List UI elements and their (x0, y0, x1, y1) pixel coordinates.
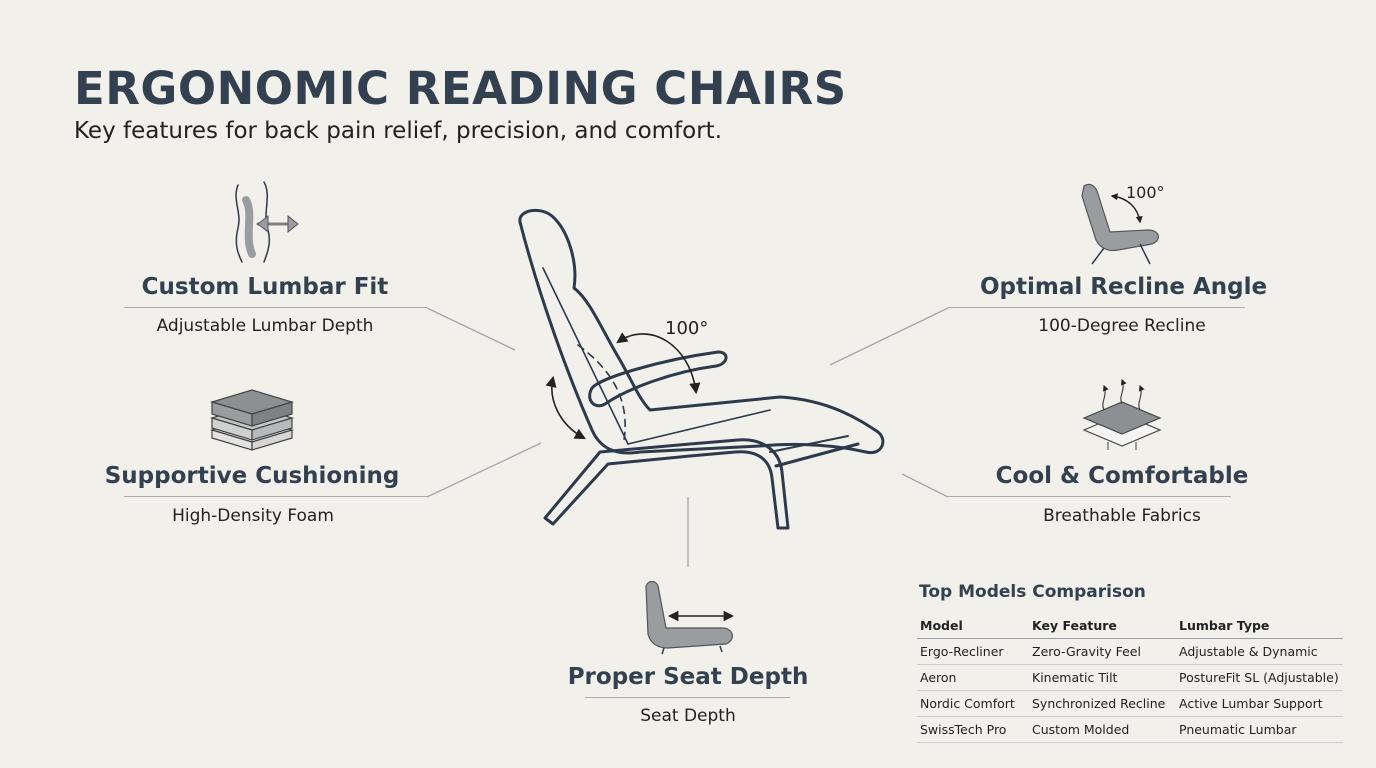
page-subtitle: Key features for back pain relief, precision, and comfort. (74, 118, 723, 144)
connector-lumbar (427, 308, 515, 350)
feature-cool-title: Cool & Comfortable (995, 463, 1249, 489)
center-recline-label: 100° (665, 318, 709, 339)
comparison-title: Top Models Comparison (919, 582, 1146, 602)
table-cell: Custom Molded (1029, 717, 1176, 743)
table-cell: Ergo-Recliner (917, 639, 1029, 665)
column-header: Key Feature (1029, 613, 1176, 639)
feature-recline-title: Optimal Recline Angle (980, 274, 1268, 300)
table-cell: Adjustable & Dynamic (1176, 639, 1343, 665)
table-row (917, 691, 1343, 717)
table-cell: Nordic Comfort (917, 691, 1029, 717)
table-cell: PostureFit SL (Adjustable) (1176, 665, 1343, 691)
feature-seat-rule (585, 697, 790, 698)
table-row (917, 665, 1343, 691)
chair-armrest (590, 352, 726, 406)
column-header: Model (917, 613, 1029, 639)
connector-cushion (427, 443, 541, 497)
feature-seat-title: Proper Seat Depth (567, 664, 809, 690)
recline-icon-angle-label: 100° (1126, 183, 1165, 202)
table-row (917, 639, 1343, 665)
feature-recline-rule (948, 307, 1245, 308)
lumbar-adjust-arrow (552, 378, 584, 438)
feature-lumbar-subtitle: Adjustable Lumbar Depth (156, 316, 374, 336)
table-row (917, 717, 1343, 743)
feature-cool-subtitle: Breathable Fabrics (1043, 506, 1201, 526)
comparison-header-row (917, 613, 1343, 639)
table-cell: Aeron (917, 665, 1029, 691)
table-cell: Zero-Gravity Feel (1029, 639, 1176, 665)
feature-recline-subtitle: 100-Degree Recline (1038, 316, 1206, 336)
table-cell: Synchronized Recline (1029, 691, 1176, 717)
connector-cool (902, 474, 948, 497)
connector-lines (427, 308, 948, 567)
table-cell: SwissTech Pro (917, 717, 1029, 743)
column-header: Lumbar Type (1176, 613, 1343, 639)
foam-layers-icon (212, 390, 292, 450)
feature-lumbar-rule (124, 307, 427, 308)
feature-cushion-title: Supportive Cushioning (104, 463, 400, 489)
table-cell: Kinematic Tilt (1029, 665, 1176, 691)
feature-cushion-subtitle: High-Density Foam (172, 506, 334, 526)
breathable-fabric-icon (1084, 380, 1160, 450)
lumbar-spine-icon (236, 182, 298, 262)
table-cell: Active Lumbar Support (1176, 691, 1343, 717)
connector-recline (830, 308, 948, 365)
feature-cool-rule (948, 496, 1231, 497)
seat-depth-icon (646, 582, 732, 655)
comparison-table (917, 613, 1343, 743)
table-cell: Pneumatic Lumbar (1176, 717, 1343, 743)
page-title: ERGONOMIC READING CHAIRS (74, 62, 847, 115)
feature-cushion-rule (124, 496, 427, 497)
chair-illustration (520, 210, 883, 528)
feature-seat-subtitle: Seat Depth (640, 706, 736, 726)
chair-base (545, 440, 788, 528)
feature-lumbar-title: Custom Lumbar Fit (141, 274, 389, 300)
